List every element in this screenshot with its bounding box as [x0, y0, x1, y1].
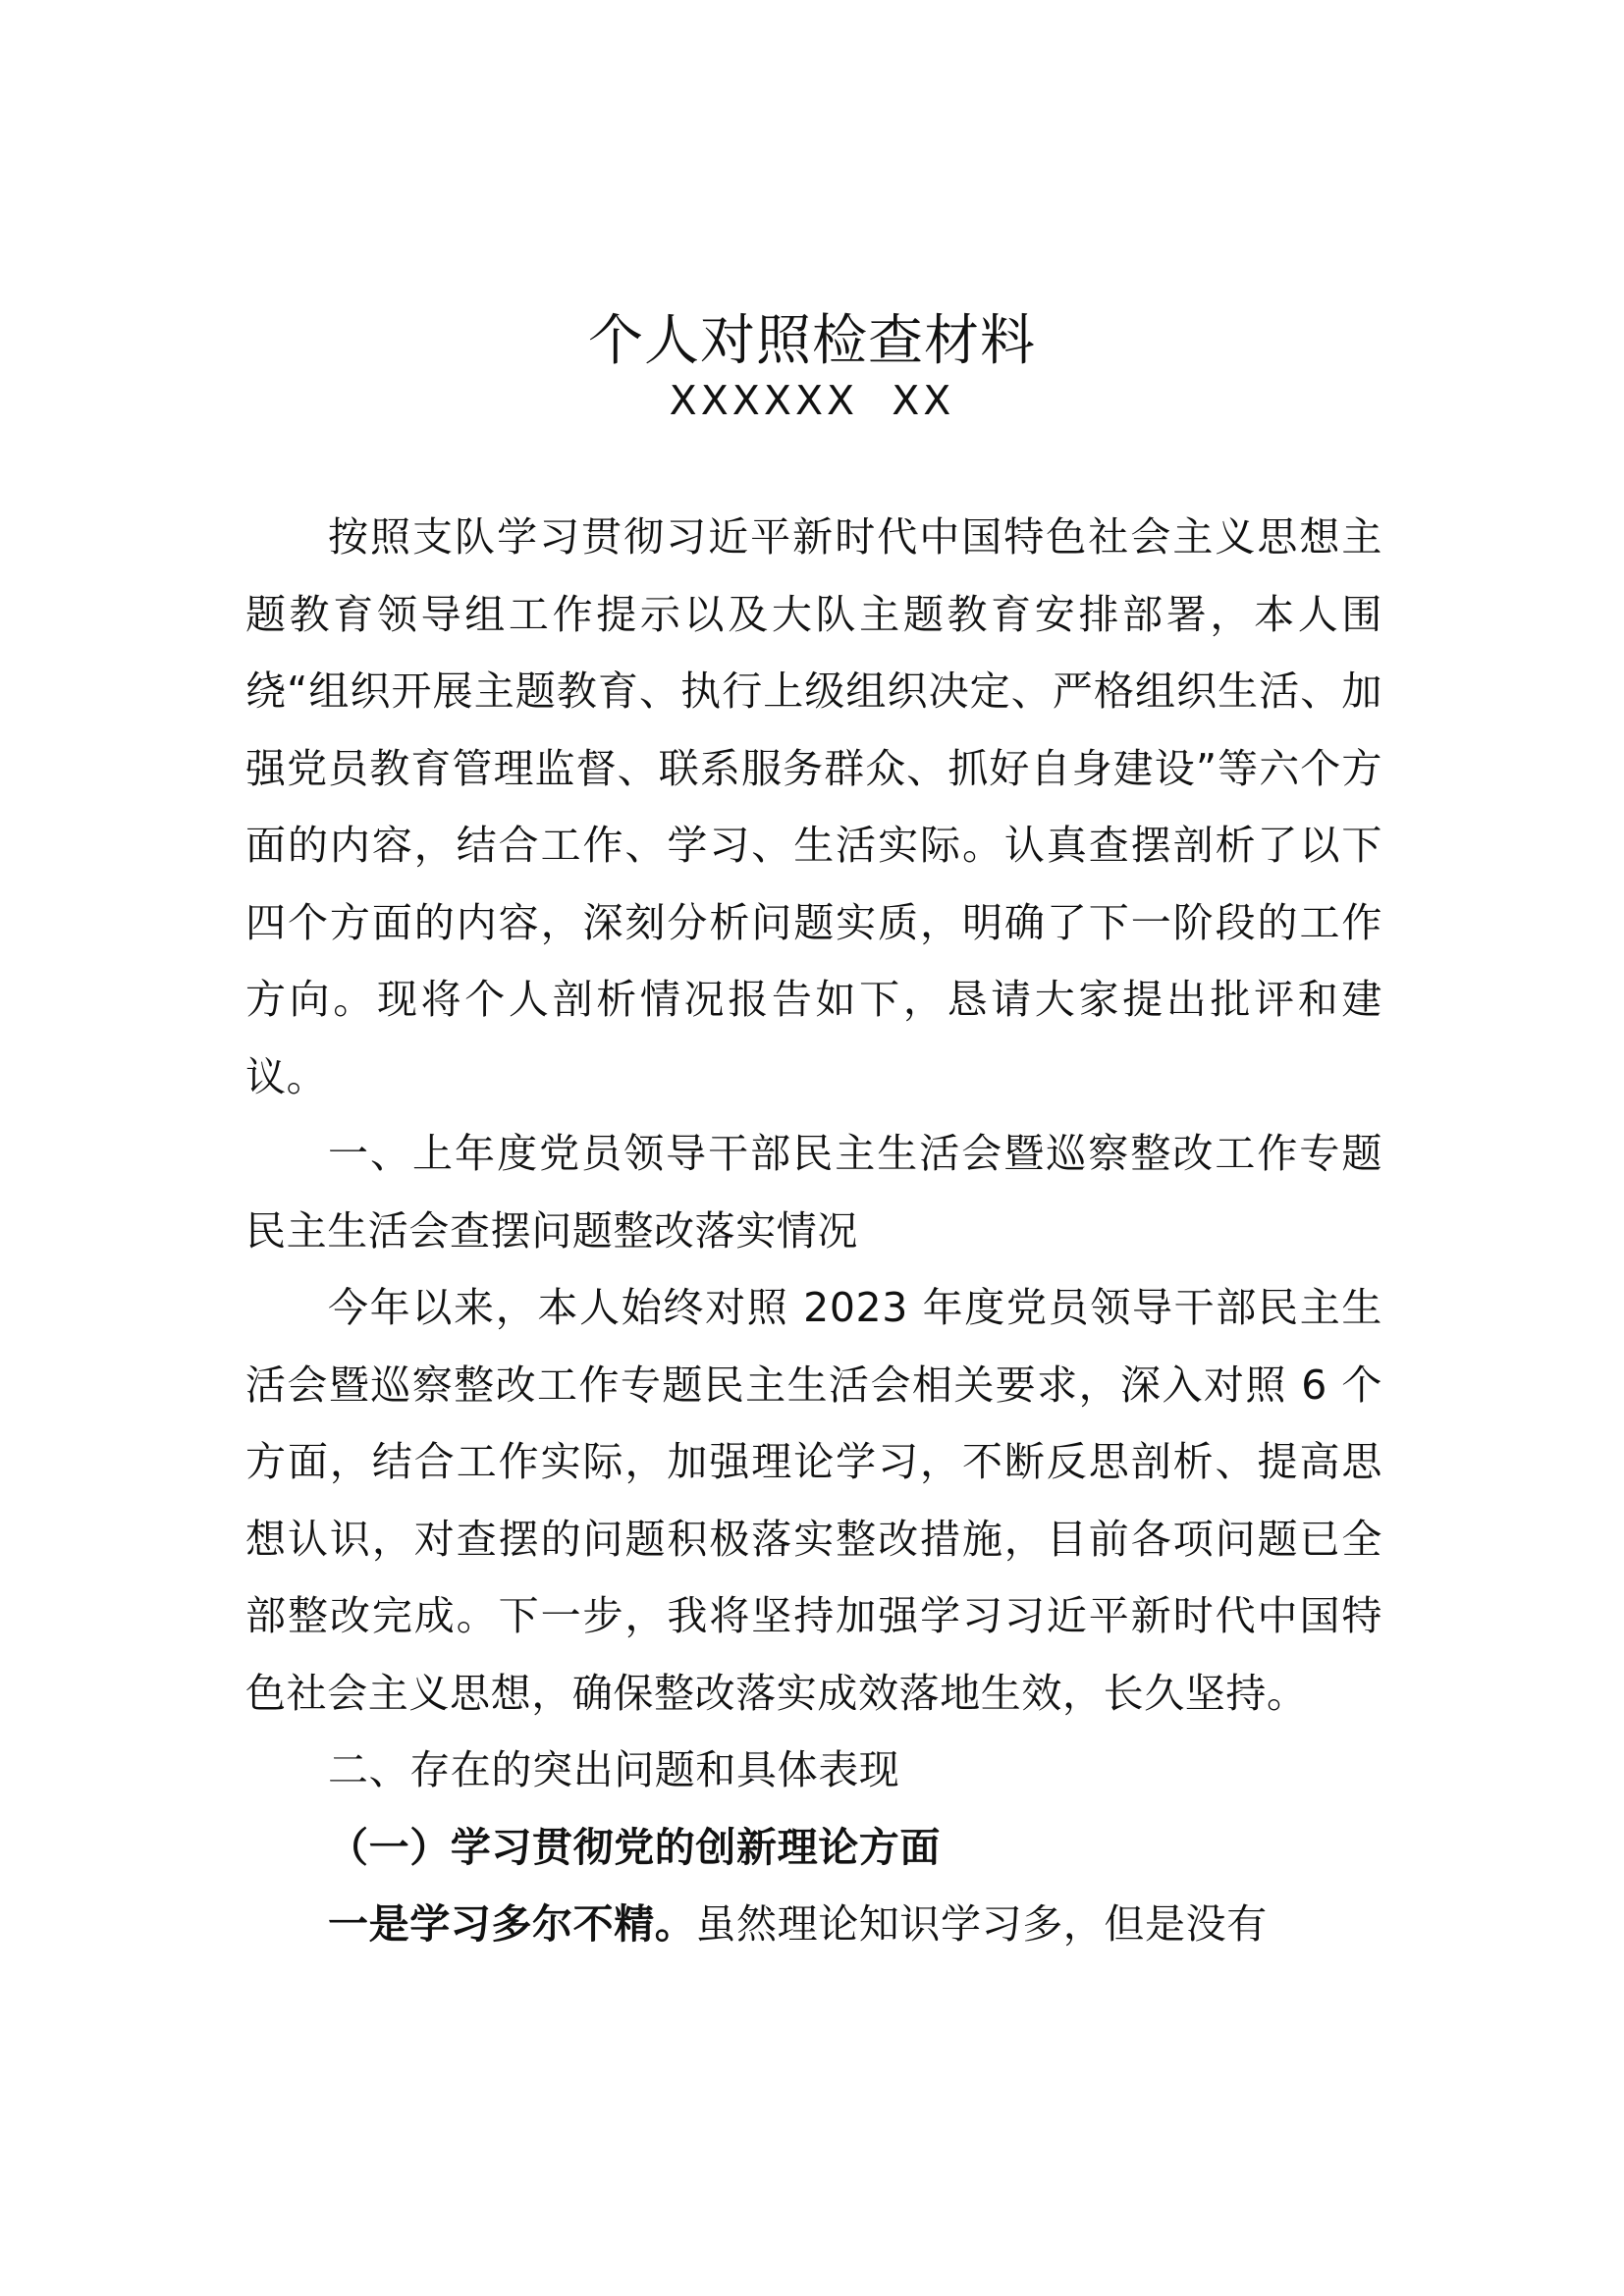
intro-paragraph: 按照支队学习贯彻习近平新时代中国特色社会主义思想主题教育领导组工作提示以及大队主题教育安排部署，本人围绕“组织开展主题教育、执行上级组织决定、严格组织生活、加强党员教育管理监督、联系服务群众、抓好自身建设”等六个方面的内容，结合工作、学习、生活实际。认真查摆剖析了以下四个方面的内容，深刻分析问题实质，明确了下一阶段的工作方向。现将个人剖析情况报告如下，恳请大家提出批评和建议。 — [245, 513, 1382, 1100]
subsection-1-heading: （一）学习贯彻党的创新理论方面 — [328, 1823, 941, 1871]
section-1-heading: 一、上年度党员领导干部民主生活会暨巡察整改工作专题民主生活会查摆问题整改落实情况 — [245, 1130, 1382, 1255]
point-1-lead: 一是学习多尔不精。 — [328, 1900, 696, 1948]
section-1-body: 今年以来，本人始终对照 2023 年度党员领导干部民主生活会暨巡察整改工作专题民主生活会相关要求，深入对照 6 个方面，结合工作实际，加强理论学习，不断反思剖析、提高思想认识，对查摆的问题积极落实整改措施，目前各项问题已全部整改完成。下一步，我将坚持加强学习习近平新时代中国特色社会主义思想，确保整改落实成效落地生效，长久坚持。 — [245, 1284, 1382, 1717]
point-1-text: 虽然理论知识学习多，但是没有 — [695, 1900, 1268, 1948]
document-author: XXXXXX XX — [669, 377, 955, 424]
point-1-paragraph — [245, 1886, 1382, 1963]
document-title: 个人对照检查材料 — [588, 309, 1036, 373]
section-2-heading: 二、存在的突出问题和具体表现 — [328, 1746, 900, 1793]
document-body — [245, 499, 1382, 1963]
